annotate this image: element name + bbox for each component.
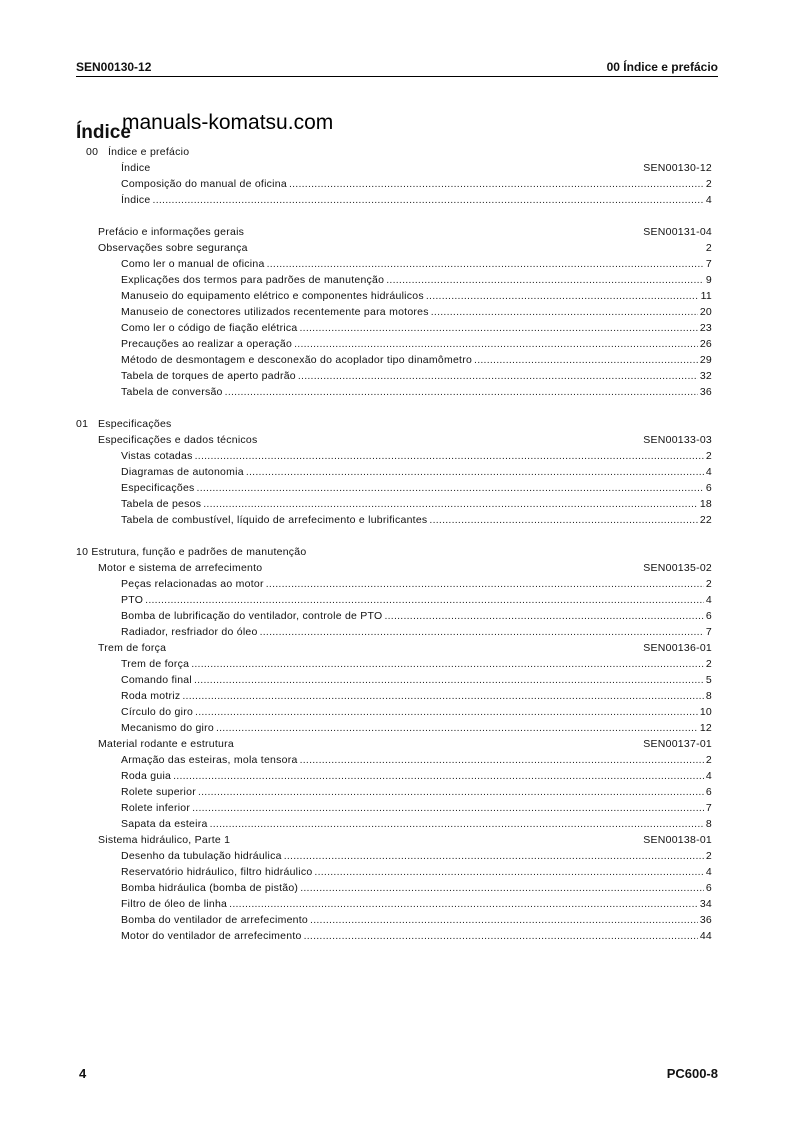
toc-leader-dots <box>192 800 704 816</box>
toc-entry-label: Bomba do ventilador de arrefecimento <box>121 914 309 926</box>
toc-subsection[interactable] <box>76 832 712 848</box>
toc-entry[interactable] <box>76 480 712 496</box>
toc-entry-label: Tabela de torques de aperto padrão <box>121 370 296 382</box>
toc-entry[interactable] <box>76 464 712 480</box>
toc-entry[interactable] <box>76 592 712 608</box>
toc-entry[interactable] <box>76 272 712 288</box>
toc-entry-label: Motor do ventilador de arrefecimento <box>121 930 302 942</box>
toc-entry[interactable] <box>76 368 712 384</box>
toc-entry-label: Tabela de pesos <box>121 498 202 510</box>
toc-leader-dots <box>153 192 704 208</box>
toc-leader-dots <box>310 912 698 928</box>
toc-entry[interactable] <box>76 688 712 704</box>
toc-entry[interactable] <box>76 176 712 192</box>
toc-leader-dots <box>284 848 704 864</box>
toc-entry-page: 6 <box>705 882 712 894</box>
toc-entry-label: Bomba hidráulica (bomba de pistão) <box>121 882 299 894</box>
toc-entry-page: 5 <box>705 674 712 686</box>
toc-section-label: Índice e prefácio <box>108 146 190 158</box>
toc-entry-label: Desenho da tubulação hidráulica <box>121 850 282 862</box>
toc-entry-label: Método de desmontagem e desconexão do acoplador tipo dinamômetro <box>121 354 473 366</box>
page-title: Índice <box>76 122 131 143</box>
toc-entry-page: 6 <box>705 610 712 622</box>
toc-entry-label: Sapata da esteira <box>121 818 208 830</box>
toc-entry-label: Tabela de combustível, líquido de arrefecimento e lubrificantes <box>121 514 428 526</box>
toc-entry-label: Mecanismo do giro <box>121 722 214 734</box>
toc-leader-dots <box>384 608 703 624</box>
toc-entry-label: PTO <box>121 594 144 606</box>
toc-entry-page: 34 <box>699 898 712 910</box>
toc-entry[interactable] <box>76 800 712 816</box>
toc-entry-label: Diagramas de autonomia <box>121 466 244 478</box>
toc-subsection-label: Trem de força <box>98 642 167 654</box>
toc-entry-page: 29 <box>699 354 712 366</box>
toc-entry[interactable] <box>76 336 712 352</box>
toc-entry[interactable] <box>76 784 712 800</box>
toc-entry-label: Bomba de lubrificação do ventilador, controle de PTO <box>121 610 383 622</box>
toc-leader-dots <box>191 656 704 672</box>
toc-subsection-label: Observações sobre segurança <box>98 242 248 254</box>
toc-entry-label: Rolete inferior <box>121 802 191 814</box>
toc-entry[interactable] <box>76 672 712 688</box>
footer-model: PC600-8 <box>666 1066 718 1081</box>
toc-entry-label: Trem de força <box>121 658 190 670</box>
toc-entry[interactable] <box>76 496 712 512</box>
toc-entry-page: 2 <box>705 242 712 254</box>
toc-subsection-label: Índice <box>121 162 151 174</box>
toc-entry[interactable] <box>76 624 712 640</box>
toc-subsection[interactable] <box>76 736 712 752</box>
toc-section-00[interactable] <box>76 144 712 160</box>
toc-section-label: 10 Estrutura, função e padrões de manutenção <box>76 546 307 558</box>
toc-subsection-label: Sistema hidráulico, Parte 1 <box>98 834 231 846</box>
toc-leader-dots <box>145 592 704 608</box>
toc-entry-page: 6 <box>705 786 712 798</box>
toc-entry-label: Tabela de conversão <box>121 386 223 398</box>
toc-entry-page: 2 <box>705 450 712 462</box>
toc-leader-dots <box>194 672 704 688</box>
toc-leader-dots <box>266 576 704 592</box>
toc-leader-dots <box>289 176 704 192</box>
toc-leader-dots <box>195 448 704 464</box>
toc-leader-dots <box>294 336 698 352</box>
toc-entry-page: 8 <box>705 818 712 830</box>
toc-entry[interactable] <box>76 608 712 624</box>
toc-entry-page: 2 <box>705 578 712 590</box>
toc-doc-code: SEN00135-02 <box>643 562 712 574</box>
toc-entry[interactable] <box>76 752 712 768</box>
toc-entry-label: Armação das esteiras, mola tensora <box>121 754 298 766</box>
toc-entry-page: 9 <box>705 274 712 286</box>
toc-entry-page: 18 <box>699 498 712 510</box>
toc-leader-dots <box>304 928 698 944</box>
toc-leader-dots <box>429 512 697 528</box>
toc-subsection-label: Prefácio e informações gerais <box>98 226 245 238</box>
toc-entry[interactable] <box>76 928 712 944</box>
toc-entry-label: Radiador, resfriador do óleo <box>121 626 258 638</box>
toc-entry[interactable] <box>76 912 712 928</box>
toc-entry[interactable] <box>76 896 712 912</box>
toc-entry[interactable] <box>76 768 712 784</box>
toc-entry-page: 4 <box>705 770 712 782</box>
toc-leader-dots <box>195 704 698 720</box>
toc-leader-dots <box>210 816 704 832</box>
footer-page-number: 4 <box>79 1066 87 1081</box>
toc-section-10[interactable] <box>76 544 712 560</box>
toc-entry-page: 36 <box>699 914 712 926</box>
toc-entry-label: Índice <box>121 194 151 206</box>
toc-entry-page: 26 <box>699 338 712 350</box>
header-doc-code: SEN00130-12 <box>76 60 152 74</box>
toc-entry-page: 20 <box>699 306 712 318</box>
toc-entry-label: Precauções ao realizar a operação <box>121 338 293 350</box>
toc-subsection[interactable] <box>76 640 712 656</box>
toc-subsection-label: Especificações e dados técnicos <box>98 434 258 446</box>
toc-entry-page: 4 <box>705 466 712 478</box>
toc-entry-label: Manuseio do equipamento elétrico e componentes hidráulicos <box>121 290 424 302</box>
toc-entry-page: 23 <box>699 322 712 334</box>
toc-entry[interactable] <box>76 720 712 736</box>
toc-entry-page: 44 <box>699 930 712 942</box>
toc-entry[interactable] <box>76 304 712 320</box>
toc-entry[interactable] <box>76 848 712 864</box>
toc-leader-dots <box>267 256 704 272</box>
toc-entry-page: 2 <box>705 754 712 766</box>
toc-entry-page: 2 <box>705 658 712 670</box>
toc-entry-page: 4 <box>705 594 712 606</box>
toc-doc-code: SEN00133-03 <box>643 434 712 446</box>
toc-leader-dots <box>300 880 704 896</box>
toc-entry[interactable] <box>76 512 712 528</box>
toc-entry-label: Peças relacionadas ao motor <box>121 578 264 590</box>
toc-entry-label: Especificações <box>121 482 195 494</box>
toc-entry-label: Vistas cotadas <box>121 450 193 462</box>
toc-leader-dots <box>474 352 698 368</box>
toc-leader-dots <box>298 368 698 384</box>
toc-entry-page: 32 <box>699 370 712 382</box>
toc-leader-dots <box>216 720 698 736</box>
toc-entry[interactable] <box>76 576 712 592</box>
watermark: manuals-komatsu.com <box>122 111 334 134</box>
toc-leader-dots <box>173 768 704 784</box>
header-section: 00 Índice e prefácio <box>606 60 718 74</box>
toc-entry-page: 36 <box>699 386 712 398</box>
table-of-contents <box>76 144 712 944</box>
toc-entry[interactable] <box>76 656 712 672</box>
toc-entry[interactable] <box>76 288 712 304</box>
toc-leader-dots <box>300 320 698 336</box>
header-rule <box>76 76 718 77</box>
toc-entry-page: 7 <box>705 802 712 814</box>
toc-entry-label: Como ler o código de fiação elétrica <box>121 322 298 334</box>
toc-entry-page: 11 <box>700 290 712 302</box>
toc-entry[interactable] <box>76 256 712 272</box>
toc-entry[interactable] <box>76 864 712 880</box>
toc-entry-page: 6 <box>705 482 712 494</box>
toc-leader-dots <box>260 624 704 640</box>
toc-doc-code: SEN00130-12 <box>643 162 712 174</box>
toc-subsection[interactable] <box>76 160 712 176</box>
toc-doc-code: SEN00138-01 <box>643 834 712 846</box>
toc-section-label: Especificações <box>98 418 172 430</box>
toc-entry[interactable] <box>76 704 712 720</box>
toc-subsection[interactable] <box>76 560 712 576</box>
toc-entry[interactable] <box>76 320 712 336</box>
toc-entry[interactable] <box>76 448 712 464</box>
toc-doc-code: SEN00131-04 <box>643 226 712 238</box>
toc-entry-label: Filtro de óleo de linha <box>121 898 228 910</box>
toc-leader-dots <box>198 784 704 800</box>
toc-entry-label: Composição do manual de oficina <box>121 178 287 190</box>
toc-entry-label: Comando final <box>121 674 192 686</box>
toc-subsection[interactable] <box>76 240 712 256</box>
toc-entry-label: Rolete superior <box>121 786 196 798</box>
toc-entry-label: Roda motriz <box>121 690 181 702</box>
toc-leader-dots <box>426 288 699 304</box>
toc-entry-page: 2 <box>705 850 712 862</box>
toc-entry-label: Roda guia <box>121 770 172 782</box>
toc-leader-dots <box>225 384 698 400</box>
toc-subsection[interactable] <box>76 432 712 448</box>
toc-entry-page: 22 <box>699 514 712 526</box>
toc-entry[interactable] <box>76 192 712 208</box>
toc-leader-dots <box>386 272 704 288</box>
toc-entry-label: Explicações dos termos para padrões de manutenção <box>121 274 385 286</box>
toc-leader-dots <box>182 688 704 704</box>
toc-entry-page: 7 <box>705 258 712 270</box>
toc-entry-page: 7 <box>705 626 712 638</box>
toc-entry-label: Círculo do giro <box>121 706 194 718</box>
toc-subsection[interactable] <box>76 224 712 240</box>
toc-section-number: 01 <box>76 418 89 430</box>
toc-entry-page: 4 <box>705 866 712 878</box>
toc-section-number: 00 <box>86 146 99 158</box>
toc-section-01[interactable] <box>76 416 712 432</box>
toc-entry-page: 4 <box>705 194 712 206</box>
toc-leader-dots <box>246 464 704 480</box>
toc-subsection-label: Material rodante e estrutura <box>98 738 234 750</box>
toc-subsection-label: Motor e sistema de arrefecimento <box>98 562 263 574</box>
toc-doc-code: SEN00136-01 <box>643 642 712 654</box>
toc-entry-page: 2 <box>705 178 712 190</box>
toc-entry[interactable] <box>76 352 712 368</box>
toc-entry-page: 8 <box>705 690 712 702</box>
toc-leader-dots <box>203 496 698 512</box>
toc-entry[interactable] <box>76 816 712 832</box>
toc-entry[interactable] <box>76 880 712 896</box>
toc-leader-dots <box>229 896 698 912</box>
toc-leader-dots <box>300 752 704 768</box>
toc-leader-dots <box>197 480 704 496</box>
toc-doc-code: SEN00137-01 <box>643 738 712 750</box>
toc-leader-dots <box>431 304 698 320</box>
toc-entry-page: 12 <box>699 722 712 734</box>
toc-entry-page: 10 <box>699 706 712 718</box>
toc-entry-label: Reservatório hidráulico, filtro hidráulico <box>121 866 313 878</box>
toc-leader-dots <box>314 864 703 880</box>
toc-entry-label: Como ler o manual de oficina <box>121 258 265 270</box>
toc-entry-label: Manuseio de conectores utilizados recentemente para motores <box>121 306 429 318</box>
toc-entry[interactable] <box>76 384 712 400</box>
